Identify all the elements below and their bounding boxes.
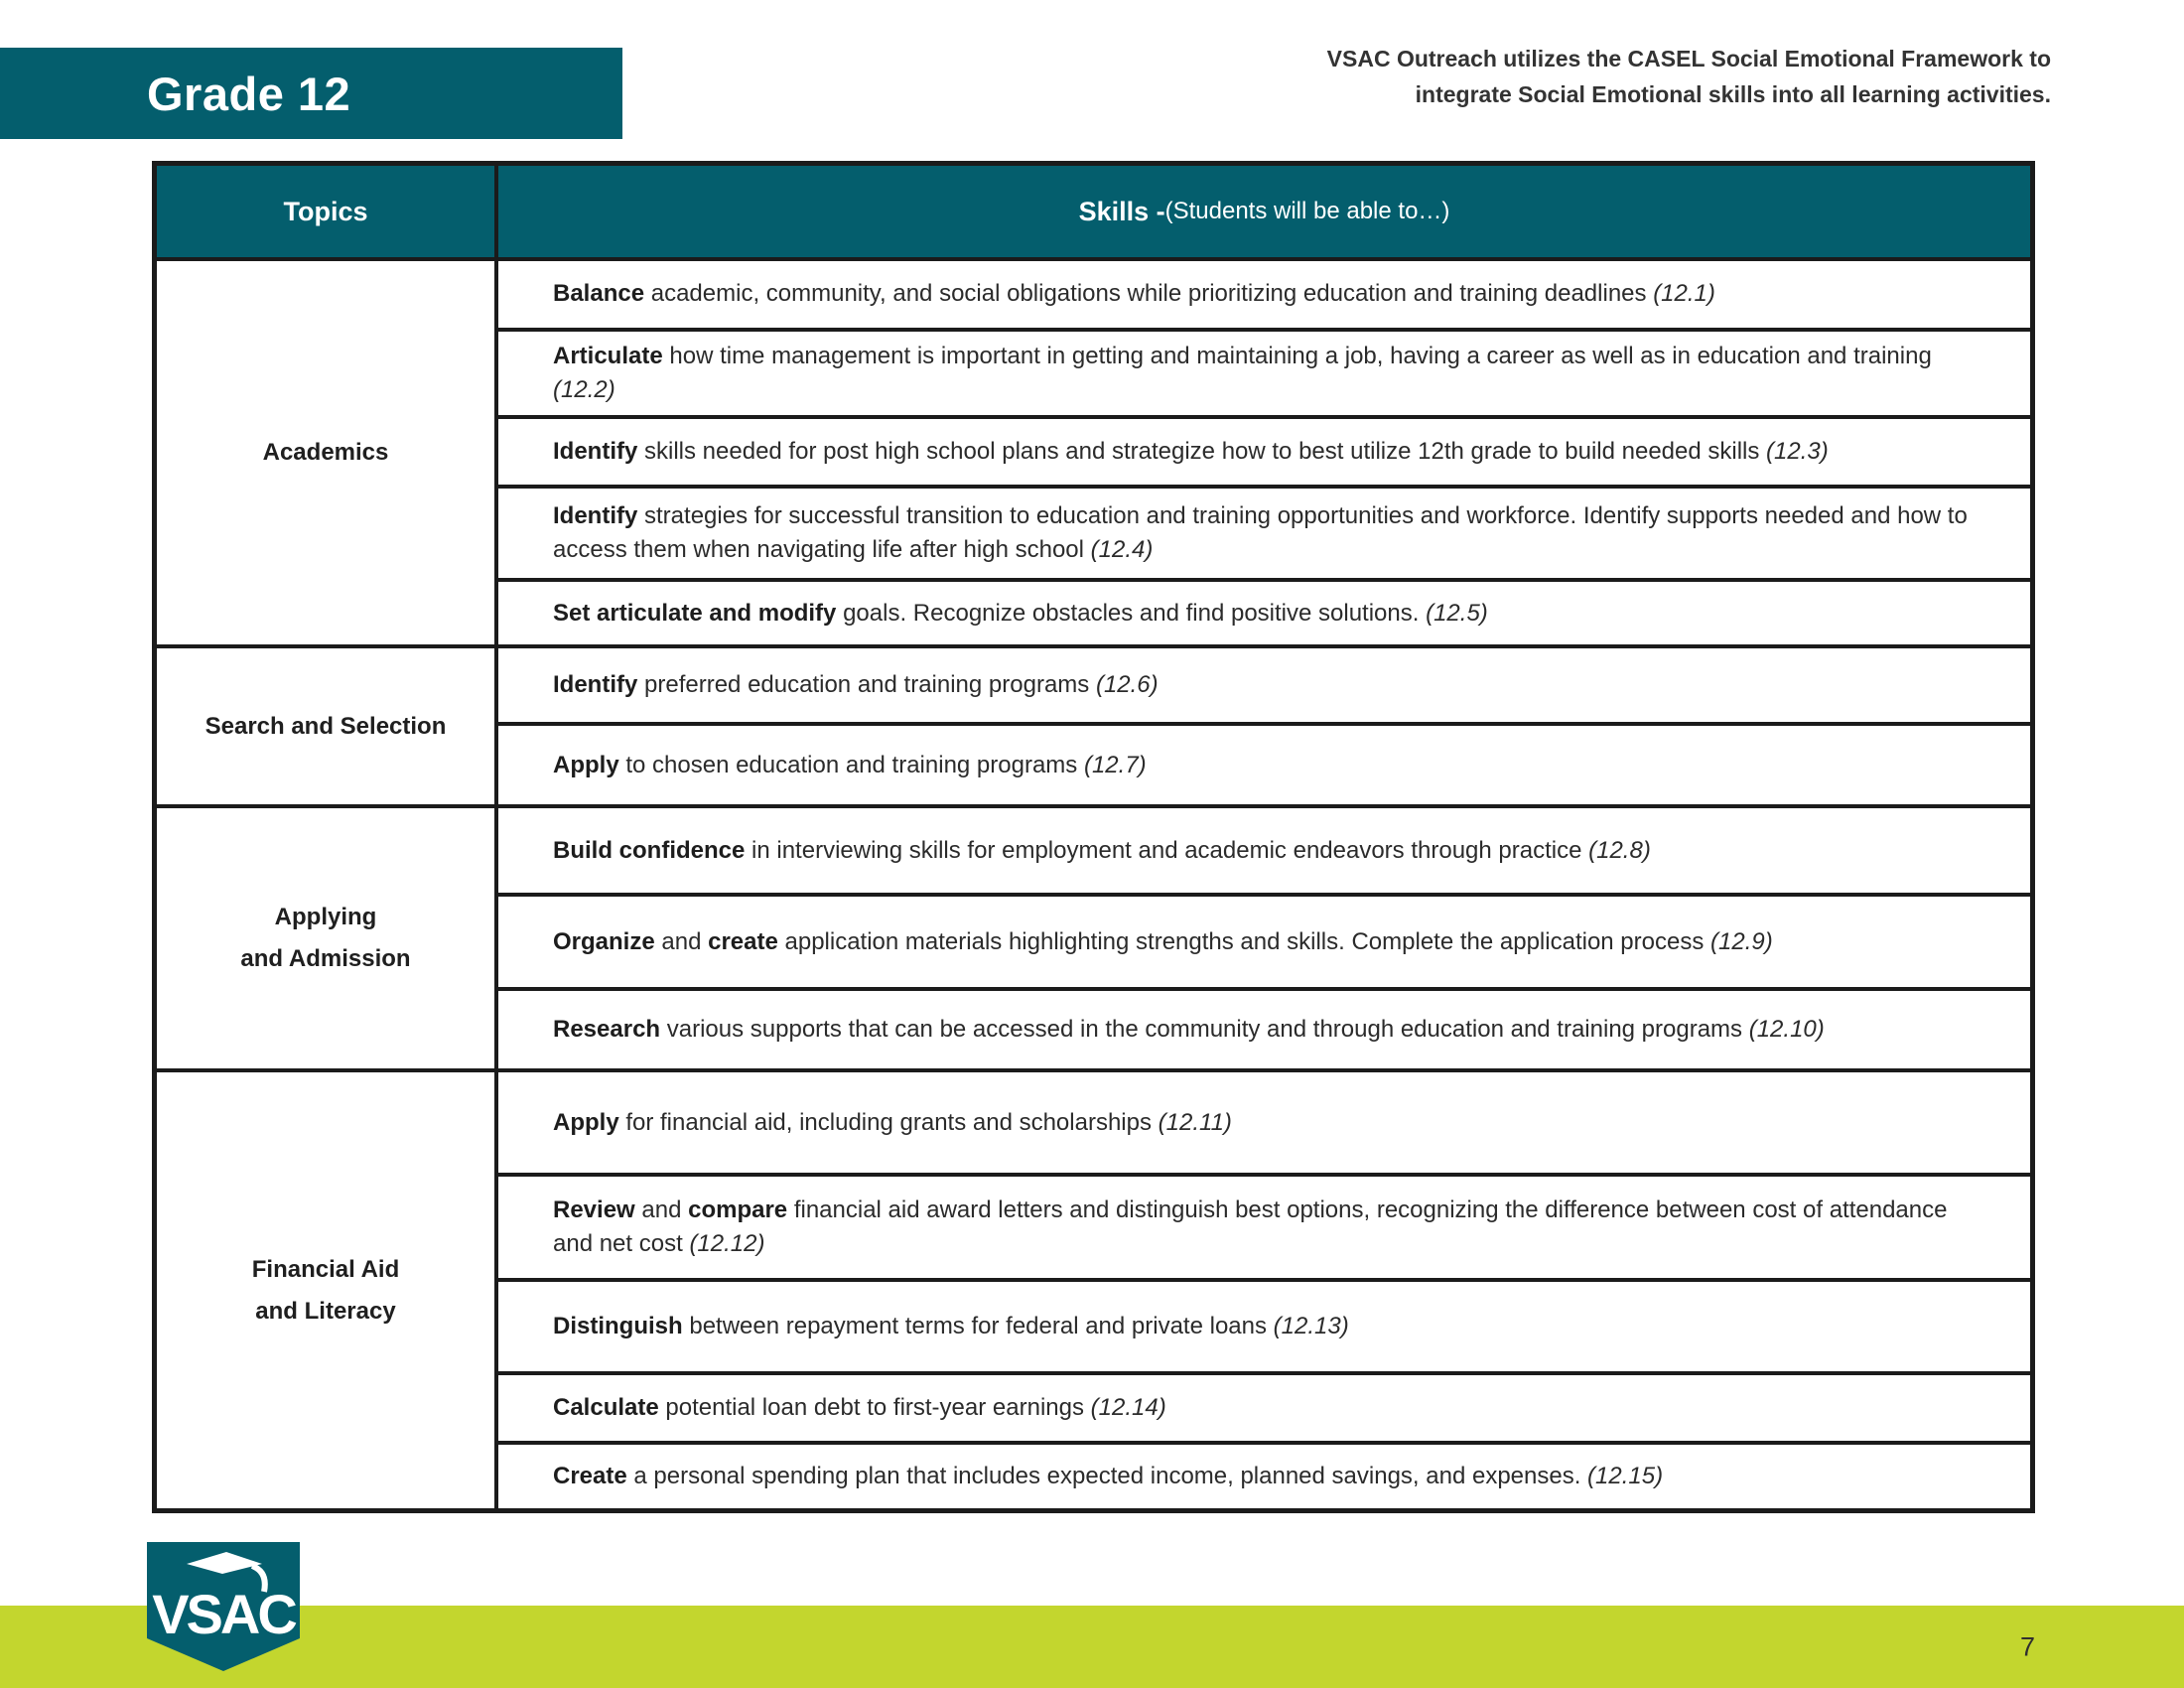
skill-ref-code: (12.3) (1766, 438, 1829, 466)
skill-row-5 (498, 578, 2030, 644)
skill-row-11 (498, 1072, 2030, 1173)
topic-label: Academics (262, 439, 389, 467)
skill-text (553, 1460, 1663, 1493)
skill-verb: Build confidence (553, 836, 746, 864)
topic-group-academics (157, 257, 2030, 644)
skill-text (553, 925, 1773, 959)
topic-label: Applying (274, 904, 377, 931)
topic-label: and Admission (240, 945, 411, 973)
skill-verb: Review (553, 1196, 635, 1224)
skill-ref-code: (12.8) (1588, 836, 1651, 864)
skill-verb: Apply (553, 1108, 619, 1136)
skill-text-segment: potential loan debt to first-year earnings (658, 1394, 1091, 1422)
skill-text (553, 597, 1488, 631)
skill-text-segment: preferred education and training programs (637, 671, 1096, 699)
skill-rows-academics (498, 261, 2030, 644)
topic-label: Financial Aid (251, 1255, 400, 1283)
header-note-line1: VSAC Outreach utilizes the CASEL Social Emotional Framework to (1326, 46, 2051, 71)
skills-header-subtitle: (Students will be able to…) (1164, 198, 1450, 224)
skill-text-segment: application materials highlighting strengths and skills. Complete the application process (777, 927, 1711, 955)
skills-column-header (498, 166, 2030, 257)
skill-ref-code: (12.2) (553, 376, 615, 404)
skill-text (553, 1194, 1976, 1261)
skill-ref-code: (12.10) (1748, 1016, 1825, 1044)
topic-group-search-and-selection (157, 644, 2030, 804)
skill-row-14 (498, 1371, 2030, 1441)
skill-verb: Articulate (553, 343, 663, 369)
skill-text-segment: and (654, 927, 709, 955)
skill-rows-financial-aid-and-literacy (498, 1072, 2030, 1508)
skill-text-segment: strategies for successful transition to education and training opportunities and workforce. Identify supports needed and how to access them when navigating life after high school (553, 502, 1968, 564)
skill-verb: Identify (553, 502, 638, 530)
skill-row-6 (498, 648, 2030, 722)
table-header-row (157, 166, 2030, 257)
table-body (157, 257, 2030, 1508)
skill-verb: Create (553, 1463, 627, 1490)
skill-ref-code: (12.9) (1710, 927, 1773, 955)
skill-text-segment: and (634, 1196, 689, 1224)
skill-verb: compare (688, 1196, 788, 1224)
skill-text (553, 1310, 1349, 1343)
skill-text (553, 435, 1829, 469)
skill-ref-code: (12.6) (1095, 671, 1159, 699)
skill-text-segment: skills needed for post high school plans and strategize how to best utilize 12th grade to build needed skills (637, 438, 1767, 466)
skill-text-segment: various supports that can be accessed in the community and through education and training programs (660, 1016, 1749, 1044)
page-number: 7 (2019, 1631, 2035, 1661)
skill-text (553, 340, 1976, 407)
vsac-logo (147, 1542, 300, 1671)
topic-group-applying-and-admission (157, 804, 2030, 1068)
skill-verb: Organize (553, 927, 655, 955)
skill-row-8 (498, 808, 2030, 893)
skill-text-segment: a personal spending plan that includes expected income, planned savings, and expenses. (626, 1463, 1588, 1490)
skill-row-12 (498, 1173, 2030, 1278)
footer-bar (0, 1606, 2184, 1688)
skills-header-title: Skills - (1078, 196, 1165, 226)
grade-banner-label: Grade 12 (147, 67, 351, 120)
skill-text (553, 1013, 1825, 1047)
skill-text (553, 1106, 1232, 1140)
skill-row-7 (498, 722, 2030, 804)
skill-row-15 (498, 1441, 2030, 1508)
skill-text-segment: financial aid award letters and distinguish best options, recognizing the difference between cost of attendance and net cost (553, 1196, 1948, 1258)
topic-group-financial-aid-and-literacy (157, 1068, 2030, 1508)
skill-verb: Balance (553, 280, 645, 308)
skill-ref-code: (12.12) (689, 1230, 765, 1258)
skill-verb: Calculate (553, 1394, 659, 1422)
skill-text (553, 1391, 1166, 1425)
skill-ref-code: (12.15) (1587, 1463, 1664, 1490)
skill-row-13 (498, 1278, 2030, 1371)
skill-ref-code: (12.11) (1158, 1108, 1232, 1136)
topic-cell-applying-and-admission (157, 808, 498, 1068)
skill-ref-code: (12.1) (1653, 280, 1715, 308)
skill-text (553, 277, 1715, 311)
skill-rows-search-and-selection (498, 648, 2030, 804)
skill-row-2 (498, 328, 2030, 415)
skill-text-segment: in interviewing skills for employment and academic endeavors through practice (745, 836, 1589, 864)
grade-banner (0, 48, 622, 139)
skill-rows-applying-and-admission (498, 808, 2030, 1068)
skill-ref-code: (12.7) (1083, 751, 1147, 778)
skill-text (553, 834, 1651, 868)
topic-label: Search and Selection (205, 712, 447, 740)
skill-text-segment: how time management is important in getting and maintaining a job, having a career as well as in education and training (662, 343, 1932, 369)
topic-cell-search-and-selection (157, 648, 498, 804)
skill-row-3 (498, 415, 2030, 485)
skill-verb: Set articulate and modify (553, 599, 837, 627)
skill-ref-code: (12.5) (1426, 599, 1488, 627)
skill-ref-code: (12.14) (1090, 1394, 1166, 1422)
skills-table (152, 161, 2035, 1513)
skill-row-10 (498, 987, 2030, 1068)
skill-verb: create (708, 927, 778, 955)
topics-column-header: Topics (157, 166, 498, 257)
topic-cell-academics (157, 261, 498, 644)
skill-verb: Apply (553, 751, 619, 778)
skill-text-segment: academic, community, and social obligations while prioritizing education and training deadlines (644, 280, 1654, 308)
skill-verb: Identify (553, 671, 638, 699)
skill-row-9 (498, 893, 2030, 987)
skill-text (553, 668, 1159, 702)
skill-text-segment: to chosen education and training programs (618, 751, 1084, 778)
skill-ref-code: (12.4) (1090, 536, 1154, 564)
skill-text-segment: for financial aid, including grants and scholarships (618, 1108, 1159, 1136)
skill-text (553, 749, 1147, 782)
skill-text-segment: between repayment terms for federal and private loans (682, 1313, 1274, 1340)
skill-text-segment: goals. Recognize obstacles and find positive solutions. (836, 599, 1427, 627)
topic-label: and Literacy (255, 1297, 396, 1325)
skill-verb: Identify (553, 438, 638, 466)
skill-verb: Distinguish (553, 1313, 683, 1340)
skill-verb: Research (553, 1016, 661, 1044)
skill-ref-code: (12.13) (1273, 1313, 1349, 1340)
header-note (1327, 42, 2051, 112)
vsac-logo-text: VSAC (152, 1583, 295, 1645)
skill-text (553, 499, 1976, 567)
header-note-line2: integrate Social Emotional skills into all learning activities. (1415, 80, 2051, 107)
skill-row-4 (498, 485, 2030, 578)
topic-cell-financial-aid-and-literacy (157, 1072, 498, 1508)
skill-row-1 (498, 261, 2030, 328)
